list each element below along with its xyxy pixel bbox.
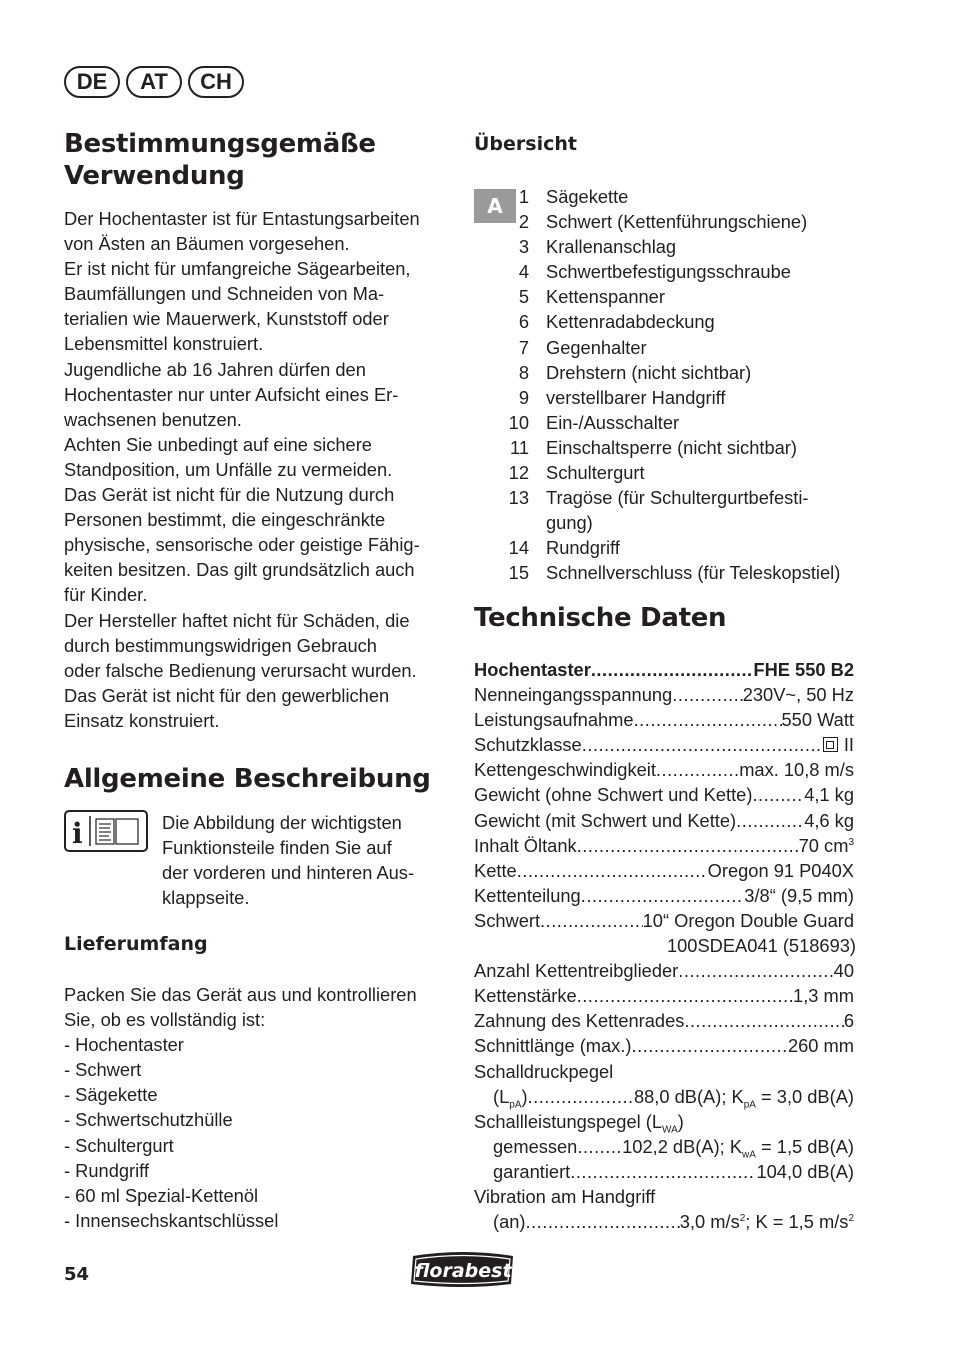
overview-item-number: 14	[508, 537, 529, 559]
text-line: Funktionsteile finden Sie auf	[162, 837, 392, 859]
overview-item	[474, 209, 858, 234]
tech-label: Leistungsaufnahme	[474, 709, 634, 731]
text-line: Lebensmittel konstruiert.	[64, 333, 264, 355]
tech-vibration: Vibration am Handgriff	[474, 1185, 656, 1207]
overview-item-label: Gegenhalter	[546, 336, 647, 358]
overview-item	[474, 435, 858, 460]
tech-label: Gewicht (mit Schwert und Kette)	[474, 809, 737, 831]
tech-value: 3/8“ (9,5 mm)	[744, 884, 854, 906]
protection-class-icon	[823, 737, 838, 752]
svg-text:florabest: florabest	[414, 1260, 512, 1282]
overview-item-number: 11	[510, 436, 529, 458]
overview-item	[474, 335, 858, 360]
text-line: oder falsche Bedienung verursacht wurden.	[64, 659, 417, 681]
overview-item	[474, 184, 858, 209]
overview-item	[474, 535, 858, 560]
tech-value: max. 10,8 m/s	[739, 759, 854, 781]
language-badges	[64, 66, 244, 98]
list-item: - Sägekette	[64, 1084, 158, 1106]
text-line: Das Gerät ist nicht für die Nutzung durch	[64, 484, 395, 506]
text-line: keiten besitzen. Das gilt grundsätzlich auch	[64, 559, 415, 581]
tech-table	[474, 657, 858, 1234]
overview-item-number: 10	[508, 411, 529, 433]
overview-item-number: 8	[518, 361, 529, 383]
tech-label: Kettengeschwindigkeit	[474, 759, 656, 781]
tech-row	[474, 858, 854, 883]
tech-row	[474, 958, 854, 983]
list-item: - Hochentaster	[64, 1034, 184, 1056]
tech-value: 260 mm	[787, 1035, 854, 1057]
overview-item-label: Schwertbefestigungsschraube	[546, 261, 791, 283]
overview-item-label: Krallenanschlag	[546, 236, 677, 258]
tech-row-guaranteed: garantiert ..... 104,0 dB(A)	[474, 1159, 854, 1184]
text-line: Er ist nicht für umfangreiche Sägearbeiten,	[64, 258, 411, 280]
text-line: Baumfällungen und Schneiden von Ma-	[64, 283, 385, 305]
overview-item-label: Schnellverschluss (für Teleskopstiel)	[546, 562, 841, 584]
tech-value: 10“ Oregon Double Guard	[642, 909, 854, 931]
overview-item-label: Tragöse (für Schultergurtbefesti-	[546, 487, 809, 509]
overview-item-number: 15	[508, 562, 529, 584]
text-line: Standposition, um Unfälle zu vermeiden.	[64, 458, 393, 480]
text-line: durch bestimmungswidrigen Gebrauch	[64, 634, 377, 656]
overview-item-number: 7	[518, 336, 529, 358]
text-line: Sie, ob es vollständig ist:	[64, 1009, 266, 1031]
tech-section	[474, 602, 858, 1234]
text-line: physische, sensorische oder geistige Fähig-	[64, 534, 420, 556]
scope-intro	[64, 982, 452, 1032]
page-number: 54	[64, 1264, 90, 1285]
list-item: - Schwertschutzhülle	[64, 1109, 233, 1131]
text-line: Das Gerät ist nicht für den gewerblichen	[64, 684, 390, 706]
overview-item	[474, 485, 858, 510]
overview-item-number: 13	[508, 487, 529, 509]
right-column	[474, 128, 858, 586]
intended-use-heading: Bestimmungsgemäße Verwendung	[64, 129, 376, 191]
tech-row-lpa: $(L_{pA})$ ..... 88,0 dB(A); $K_{pA} = 3,0$ dB(A)	[474, 1084, 854, 1109]
tech-row	[474, 707, 854, 732]
overview-item-label: Ein-/Ausschalter	[546, 411, 680, 433]
overview-item	[474, 510, 858, 535]
text-line: Einsatz konstruiert.	[64, 709, 220, 731]
overview-item-number: 12	[508, 462, 529, 484]
overview-item-number: 9	[518, 386, 529, 408]
overview-item-label: Kettenspanner	[546, 286, 665, 308]
tech-row	[474, 808, 854, 833]
tech-label: Gewicht (ohne Schwert und Kette)	[474, 784, 753, 806]
tech-label: Schwert	[474, 909, 541, 931]
tech-label: Nenneingangsspannung	[474, 684, 673, 706]
tech-row	[474, 1008, 854, 1033]
tech-label: Zahnung des Kettenrades	[474, 1010, 685, 1032]
info-text	[162, 810, 452, 910]
overview-item-label: Sägekette	[546, 186, 629, 207]
tech-head-row: Hochentaster ..... FHE 550 B2	[474, 657, 854, 682]
tech-value: 4,1 kg	[804, 784, 854, 806]
overview-item	[474, 410, 858, 435]
overview-item	[474, 360, 858, 385]
overview-item	[474, 259, 858, 284]
tech-value: 230V~, 50 Hz	[742, 684, 854, 706]
info-book-icon	[64, 810, 148, 852]
text-line: Die Abbildung der wichtigsten	[162, 812, 402, 833]
tech-label: Kettenteilung	[474, 884, 581, 906]
overview-item-number: 4	[518, 261, 529, 283]
overview-item-label: gung)	[546, 512, 593, 534]
tech-value: 40	[833, 960, 854, 982]
intended-use-text	[64, 206, 452, 733]
overview-item-label: Rundgriff	[546, 537, 620, 559]
tech-row	[474, 883, 854, 908]
tech-row	[474, 983, 854, 1008]
list-item: - 60 ml Spezial-Kettenöl	[64, 1184, 259, 1206]
overview-item-number: 5	[518, 286, 529, 308]
tech-row	[474, 682, 854, 707]
tech-row-sword-cont: 100SDEA041 (518693)	[666, 935, 856, 957]
overview-item	[474, 284, 858, 309]
tech-value: Oregon 91 P040X	[707, 859, 854, 881]
overview-item-number: 6	[518, 311, 529, 333]
text-line: Personen bestimmt, die eingeschränkte	[64, 509, 386, 531]
overview-item-label: verstellbarer Handgriff	[546, 386, 726, 408]
tech-value: II	[823, 732, 854, 757]
tech-value: 550 Watt	[781, 709, 854, 731]
overview-item-number: 2	[518, 211, 529, 233]
tech-row	[474, 908, 854, 933]
scope-section	[64, 931, 452, 1233]
lang-badge-ch: CH	[188, 66, 244, 98]
svg-text:i: i	[72, 817, 83, 850]
tech-row	[474, 732, 854, 757]
overview-item	[474, 234, 858, 259]
overview-item-number	[474, 510, 546, 535]
overview-list	[474, 184, 858, 586]
overview-item	[474, 309, 858, 334]
tech-value: 1,3 mm	[793, 985, 854, 1007]
text-line: Der Hersteller haftet nicht für Schäden, die	[64, 609, 410, 631]
list-item: - Schwert	[64, 1059, 142, 1081]
tech-value: 4,6 kg	[804, 809, 854, 831]
overview-item	[474, 460, 858, 485]
overview-item-number: 1	[518, 186, 529, 207]
text-line: klappseite.	[162, 887, 250, 909]
list-item: - Innensechskantschlüssel	[64, 1209, 279, 1231]
scope-heading: Lieferumfang	[64, 933, 208, 955]
text-line: von Ästen an Bäumen vorgesehen.	[64, 233, 350, 255]
text-line: der vorderen und hinteren Aus-	[162, 862, 415, 884]
text-line: wachsenen benutzen.	[64, 408, 242, 430]
general-description-heading: Allgemeine Beschreibung	[64, 763, 431, 794]
scope-list	[64, 1032, 452, 1233]
tech-row-oil: Inhalt Öltank ..... 70 $cm^3$	[474, 833, 854, 858]
lang-badge-de: DE	[64, 66, 120, 98]
tech-row-measured: gemessen ..... 102,2 dB(A); $K_{wA} = 1,5$ dB(A)	[474, 1134, 854, 1159]
overview-item-number: 3	[518, 236, 529, 258]
overview-item-label: Schultergurt	[546, 462, 645, 484]
tech-row	[474, 1033, 854, 1058]
text-line: Der Hochentaster ist für Entastungsarbeiten	[64, 208, 420, 229]
list-item: - Schultergurt	[64, 1134, 174, 1156]
overview-item	[474, 385, 858, 410]
tech-label: Schnittlänge (max.)	[474, 1035, 632, 1057]
left-column	[64, 128, 452, 795]
lang-badge-at: AT	[126, 66, 182, 98]
text-line: Packen Sie das Gerät aus und kontrollieren	[64, 984, 417, 1005]
tech-label: Kettenstärke	[474, 985, 577, 1007]
text-line: Achten Sie unbedingt auf eine sichere	[64, 433, 372, 455]
text-line: terialien wie Mauerwerk, Kunststoff oder	[64, 308, 389, 330]
tech-heading: Technische Daten	[474, 603, 727, 633]
list-item: - Rundgriff	[64, 1159, 150, 1181]
tech-row	[474, 782, 854, 807]
overview-item	[474, 560, 858, 585]
overview-item-label: Drehstern (nicht sichtbar)	[546, 361, 752, 383]
florabest-logo	[407, 1250, 519, 1288]
tech-label: Kette	[474, 859, 517, 881]
tech-value: 6	[843, 1010, 854, 1032]
text-line: Hochentaster nur unter Aufsicht eines Er-	[64, 383, 399, 405]
tech-row	[474, 757, 854, 782]
tech-row-vibration: (an) ..... 3,0 $m/s^2$; K = 1,5 $m/s^2$	[474, 1209, 854, 1234]
text-line: für Kinder.	[64, 584, 148, 606]
tech-label: Schutzklasse	[474, 734, 582, 756]
overview-heading: Übersicht	[474, 133, 577, 155]
overview-item-label: Schwert (Kettenführungschiene)	[546, 211, 808, 233]
tech-label: Anzahl Kettentreibglieder	[474, 960, 679, 982]
text-line: Jugendliche ab 16 Jahren dürfen den	[64, 358, 366, 380]
tech-sound-pressure: Schalldruckpegel	[474, 1060, 614, 1082]
overview-item-label: Einschaltsperre (nicht sichtbar)	[546, 436, 797, 458]
overview-item-label: Kettenradabdeckung	[546, 311, 715, 333]
figure-a-badge: A	[474, 189, 516, 223]
tech-sound-power: Schallleistungspegel $(L_{WA})$	[474, 1110, 684, 1136]
